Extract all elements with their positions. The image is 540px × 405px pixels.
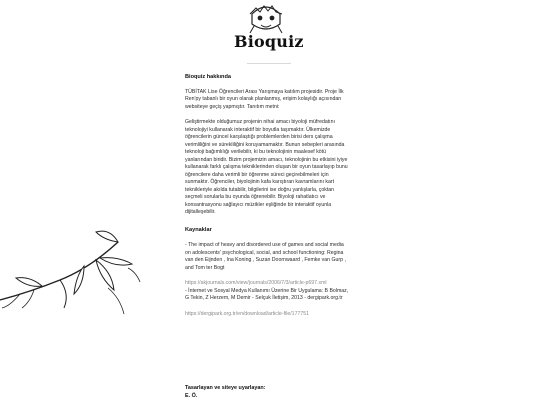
about-title: Bioquiz hakkında <box>185 74 231 80</box>
logo-text: Bioquiz <box>234 32 304 51</box>
reference-2-text: - İnternet ve Sosyal Medya Kullanımı Üzerine Bir Uygulama: B Bolmaz, G Tekin, Z Herzem, M Demir - Selçuk İletişim, 2013 - dergipark.org.tr <box>185 287 349 301</box>
site-logo[interactable] <box>234 2 304 58</box>
credits-label: Tasarlayan ve siteye uyarlayan: <box>185 385 266 391</box>
main-content <box>185 74 350 318</box>
credits-name: E. Ö. <box>185 393 198 399</box>
mascot-icon <box>234 2 298 36</box>
plant-illustration-icon <box>0 228 160 328</box>
header-divider <box>247 63 291 64</box>
sources-title: Kaynaklar <box>185 226 212 233</box>
reference-2-link[interactable]: https://dergipark.org.tr/en/download/article-file/177751 <box>185 310 309 317</box>
reference-1-text: - The impact of heavy and disordered use of games and social media on adolescents' psychological, social, and school functioning: Regina van den Eijnden , Ina Koning , Suzan Doornwaard , Femke van Gurp , and Tom ter Bogt <box>185 242 346 271</box>
about-intro: TÜBİTAK Lise Öğrencileri Arası Yarışmaya katılım projesidir. Proje İlk Ren'py tabanlı bir oyun olarak planlanmış, erişim kolaylığı açısından websiteye geçiş yapmıştır. Tanıtım metni: <box>185 88 344 110</box>
about-body: Geliştirmekte olduğumuz projenin nihai amacı biyoloji müfredatını teknolojiyi kullanarak interaktif bir boyutla taşımaktır. Ülkemizde öğrencilerin güncel karşılaştığı problemlerden birisi ders çalışma verimliliğini ve sürekliliğini koruyamamaktır. Bunun sebepleri arasında teknoloji bağımlılığı verilebilir, ki bu teknolojinin maalesef kötü yanlarından biridir. Bizim projemizin amacı, teknolojinin bu etkisini iyiye kullanarak farklı çalışma tekniklerinden oluşan bir oyun tasarlayıp bunu öğrencilere daha verimli bir öğrenme süreci geçirebilmeleri için sunmaktır. Öğrenciler, biyolojinin kafa karıştıran kavramlarını kart teknikleriyle akılda tutabilir, bilgilerini ise doğru yanlışlarla, çoktan seçmeli sorularla bu oyunda öğrenebilir. Biyoloji rahatlatıcı ve konsantrasyonu sağlayıcı müzikler eşliğinde bir interaktif oyunla dijitalleşebilir. <box>185 119 348 215</box>
reference-1-link[interactable]: https://akjournals.com/view/journals/2006/7/3/article-p697.xml <box>185 280 327 286</box>
